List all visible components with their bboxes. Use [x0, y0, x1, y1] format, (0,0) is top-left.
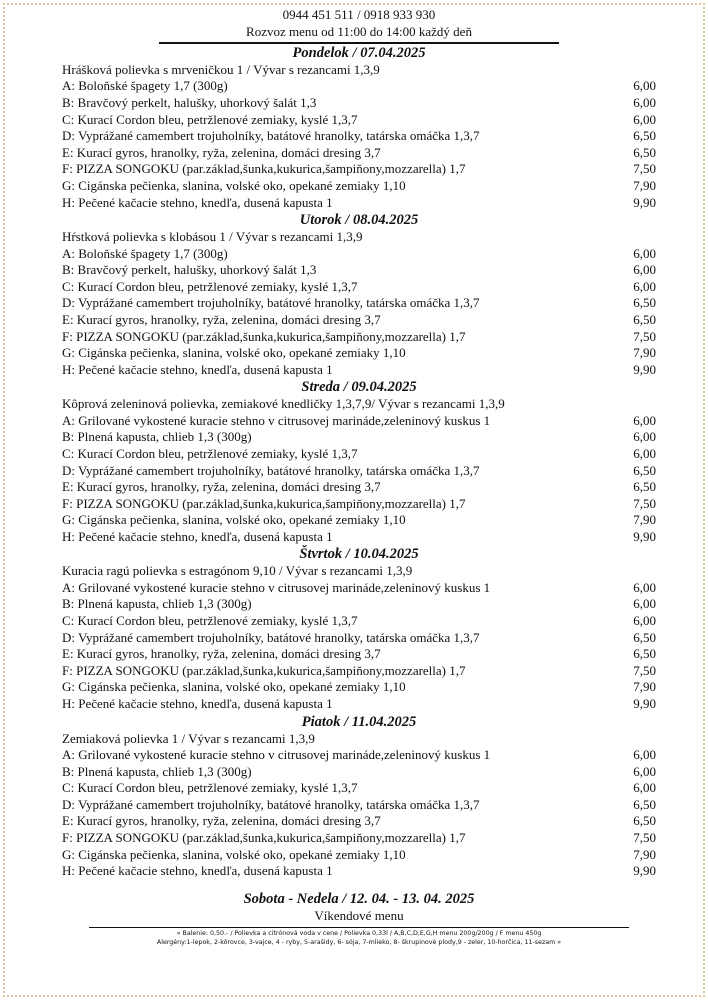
menu-item-name: B: Plnená kapusta, chlieb 1,3 (300g): [62, 429, 252, 445]
menu-item: [62, 145, 656, 162]
menu-item: [62, 764, 656, 781]
soup-line: Hŕstková polievka s klobásou 1 / Vývar s rezancami 1,3,9: [62, 229, 363, 245]
menu-item: [62, 596, 656, 613]
menu-item-price: 7,90: [633, 846, 656, 862]
menu-item-price: 6,50: [633, 646, 656, 662]
menu-page: [62, 6, 656, 1000]
menu-item-price: 6,50: [633, 813, 656, 829]
menu-item-price: 6,00: [633, 278, 656, 294]
phone-numbers: 0944 451 511 / 0918 933 930: [282, 7, 436, 22]
menu-item: [62, 78, 656, 95]
menu-item: [62, 847, 656, 864]
menu-item: [62, 630, 656, 647]
menu-item-price: 6,50: [633, 128, 656, 144]
menu-item: [62, 345, 656, 362]
menu-item-price: 6,50: [633, 144, 656, 160]
menu-item-price: 9,90: [633, 361, 656, 377]
day-title: Piatok / 11.04.2025: [301, 713, 417, 730]
menu-item-price: 6,00: [633, 596, 656, 612]
menu-item-name: B: Plnená kapusta, chlieb 1,3 (300g): [62, 596, 252, 612]
menu-item-price: 7,50: [633, 161, 656, 177]
soup-line: Kuracia ragú polievka s estragónom 9,10 / Vývar s rezancami 1,3,9: [62, 563, 413, 579]
menu-item-price: 6,50: [633, 479, 656, 495]
menu-item-name: A: Grilované vykostené kuracie stehno v citrusovej marináde,zeleninový kuskus 1: [62, 412, 491, 428]
menu-item: [62, 413, 656, 430]
day-section: [62, 212, 656, 378]
menu-item-price: 9,90: [633, 696, 656, 712]
menu-item-name: G: Cigánska pečienka, slanina, volské oko, opekané zemiaky 1,10: [62, 846, 406, 862]
menu-item: [62, 178, 656, 195]
menu-item-name: B: Bravčový perkelt, halušky, uhorkový šalát 1,3: [62, 262, 317, 278]
menu-item-name: G: Cigánska pečienka, slanina, volské oko, opekané zemiaky 1,10: [62, 345, 406, 361]
menu-item-price: 9,90: [633, 863, 656, 879]
menu-item: [62, 529, 656, 546]
menu-item-name: A: Grilované vykostené kuracie stehno v citrusovej marináde,zeleninový kuskus 1: [62, 579, 491, 595]
weekend-subtitle: Víkendové menu: [314, 907, 404, 923]
menu-item-name: C: Kurací Cordon bleu, petržlenové zemiaky, kyslé 1,3,7: [62, 445, 358, 461]
menu-item: [62, 813, 656, 830]
menu-item: [62, 195, 656, 212]
menu-item: [62, 613, 656, 630]
menu-item: [62, 830, 656, 847]
menu-item-name: B: Bravčový perkelt, halušky, uhorkový šalát 1,3: [62, 95, 317, 110]
menu-item-name: D: Vyprážané camembert trojuholníky, batátové hranolky, tatárska omáčka 1,3,7: [62, 128, 480, 144]
menu-item-name: A: Boloňské špagety 1,7 (300g): [62, 78, 228, 94]
day-title: Streda / 09.04.2025: [301, 379, 417, 396]
menu-item-name: D: Vyprážané camembert trojuholníky, batátové hranolky, tatárska omáčka 1,3,7: [62, 629, 480, 645]
menu-item: [62, 312, 656, 329]
menu-item: [62, 161, 656, 178]
menu-item-name: H: Pečené kačacie stehno, knedľa, dusená kapusta 1: [62, 863, 333, 879]
menu-item: [62, 246, 656, 263]
menu-item: [62, 329, 656, 346]
menu-item-name: F: PIZZA SONGOKU (par.základ,šunka,kukurica,šampiňony,mozzarella) 1,7: [62, 328, 466, 344]
menu-item-price: 7,50: [633, 495, 656, 511]
menu-item-price: 6,00: [633, 579, 656, 595]
menu-item-name: E: Kurací gyros, hranolky, ryža, zelenina, domáci dresing 3,7: [62, 813, 381, 829]
menu-item-price: 6,00: [633, 445, 656, 461]
menu-item-name: H: Pečené kačacie stehno, knedľa, dusená kapusta 1: [62, 194, 333, 210]
menu-item-price: 6,50: [633, 629, 656, 645]
menu-item: [62, 362, 656, 379]
menu-item-price: 7,90: [633, 177, 656, 193]
menu-item-name: G: Cigánska pečienka, slanina, volské oko, opekané zemiaky 1,10: [62, 177, 406, 193]
day-section: [62, 45, 656, 211]
day-section: [62, 714, 656, 880]
header-divider: [159, 42, 559, 44]
menu-item-name: C: Kurací Cordon bleu, petržlenové zemiaky, kyslé 1,3,7: [62, 613, 358, 629]
menu-item: [62, 747, 656, 764]
daily-menus: [62, 45, 656, 880]
menu-item-price: 6,00: [633, 95, 656, 110]
menu-item-price: 6,00: [633, 747, 656, 763]
menu-item-price: 7,50: [633, 662, 656, 678]
menu-item-price: 7,50: [633, 328, 656, 344]
footnote-packaging: « Balenie: 0,50.- / Polievka a citrónová voda v cene / Polievka 0,33l / A,B,C,D,E,G,H menu 200g/200g / F menu 450g: [89, 927, 629, 938]
menu-item: [62, 496, 656, 513]
menu-item-name: E: Kurací gyros, hranolky, ryža, zelenina, domáci dresing 3,7: [62, 479, 381, 495]
menu-item-name: H: Pečené kačacie stehno, knedľa, dusená kapusta 1: [62, 696, 333, 712]
menu-item-name: F: PIZZA SONGOKU (par.základ,šunka,kukurica,šampiňony,mozzarella) 1,7: [62, 830, 466, 845]
menu-item-price: 9,90: [633, 194, 656, 210]
menu-item: [62, 863, 656, 880]
menu-item-name: A: Boloňské špagety 1,7 (300g): [62, 245, 228, 261]
menu-item: [62, 512, 656, 529]
menu-item: [62, 797, 656, 814]
menu-item-price: 6,00: [633, 111, 656, 127]
menu-item-price: 6,00: [633, 262, 656, 278]
menu-item-name: F: PIZZA SONGOKU (par.základ,šunka,kukurica,šampiňony,mozzarella) 1,7: [62, 495, 466, 511]
menu-item: [62, 95, 656, 112]
menu-item: [62, 580, 656, 597]
menu-item-name: C: Kurací Cordon bleu, petržlenové zemiaky, kyslé 1,3,7: [62, 780, 358, 796]
menu-item-price: 6,50: [633, 295, 656, 311]
header: [62, 6, 656, 40]
soup-line: Hrášková polievka s mrveničkou 1 / Vývar s rezancami 1,3,9: [62, 62, 380, 77]
menu-item-price: 6,00: [633, 613, 656, 629]
menu-item-name: C: Kurací Cordon bleu, petržlenové zemiaky, kyslé 1,3,7: [62, 111, 358, 127]
day-title: Pondelok / 07.04.2025: [292, 45, 426, 61]
day-section: [62, 379, 656, 545]
menu-item: [62, 479, 656, 496]
weekend-title: Sobota - Nedela / 12. 04. - 13. 04. 2025: [243, 890, 475, 907]
menu-item: [62, 679, 656, 696]
menu-item: [62, 780, 656, 797]
menu-item-name: C: Kurací Cordon bleu, petržlenové zemiaky, kyslé 1,3,7: [62, 278, 358, 294]
menu-item-price: 7,90: [633, 512, 656, 528]
menu-item-name: E: Kurací gyros, hranolky, ryža, zelenina, domáci dresing 3,7: [62, 646, 381, 662]
menu-item-price: 6,00: [633, 245, 656, 261]
menu-item-name: G: Cigánska pečienka, slanina, volské oko, opekané zemiaky 1,10: [62, 512, 406, 528]
day-title: Štvrtok / 10.04.2025: [299, 546, 419, 563]
menu-item-name: F: PIZZA SONGOKU (par.základ,šunka,kukurica,šampiňony,mozzarella) 1,7: [62, 662, 466, 678]
menu-item-price: 6,00: [633, 429, 656, 445]
menu-item-name: D: Vyprážané camembert trojuholníky, batátové hranolky, tatárska omáčka 1,3,7: [62, 295, 480, 311]
soup-line: Zemiaková polievka 1 / Vývar s rezancami 1,3,9: [62, 730, 315, 746]
day-section: [62, 546, 656, 712]
menu-item: [62, 463, 656, 480]
soup-line: Kôprová zeleninová polievka, zemiakové knedličky 1,3,7,9/ Vývar s rezancami 1,3,9: [62, 396, 505, 412]
menu-item: [62, 112, 656, 129]
menu-item-price: 6,50: [633, 462, 656, 478]
menu-item-name: F: PIZZA SONGOKU (par.základ,šunka,kukurica,šampiňony,mozzarella) 1,7: [62, 161, 466, 177]
menu-item: [62, 262, 656, 279]
menu-item: [62, 646, 656, 663]
menu-item: [62, 696, 656, 713]
menu-item-name: E: Kurací gyros, hranolky, ryža, zelenina, domáci dresing 3,7: [62, 311, 381, 327]
menu-item-price: 9,90: [633, 528, 656, 544]
menu-item-price: 6,00: [633, 780, 656, 796]
menu-item-price: 6,00: [633, 763, 656, 779]
menu-item: [62, 279, 656, 296]
delivery-info: Rozvoz menu od 11:00 do 14:00 každý deň: [246, 24, 472, 39]
menu-item: [62, 429, 656, 446]
menu-item-price: 6,00: [633, 412, 656, 428]
menu-item-name: B: Plnená kapusta, chlieb 1,3 (300g): [62, 763, 252, 779]
menu-item-price: 6,50: [633, 796, 656, 812]
menu-item: [62, 446, 656, 463]
menu-item-name: A: Grilované vykostené kuracie stehno v citrusovej marináde,zeleninový kuskus 1: [62, 747, 491, 763]
menu-item: [62, 663, 656, 680]
menu-item: [62, 128, 656, 145]
day-title: Utorok / 08.04.2025: [299, 212, 419, 229]
menu-item-price: 7,90: [633, 679, 656, 695]
menu-item-price: 7,50: [633, 830, 656, 845]
menu-item: [62, 295, 656, 312]
menu-item-price: 6,00: [633, 78, 656, 94]
menu-item-price: 7,90: [633, 345, 656, 361]
menu-item-name: D: Vyprážané camembert trojuholníky, batátové hranolky, tatárska omáčka 1,3,7: [62, 462, 480, 478]
menu-item-name: H: Pečené kačacie stehno, knedľa, dusená kapusta 1: [62, 361, 333, 377]
menu-item-price: 6,50: [633, 311, 656, 327]
menu-item-name: G: Cigánska pečienka, slanina, volské oko, opekané zemiaky 1,10: [62, 679, 406, 695]
menu-item-name: E: Kurací gyros, hranolky, ryža, zelenina, domáci dresing 3,7: [62, 144, 381, 160]
menu-item-name: D: Vyprážané camembert trojuholníky, batátové hranolky, tatárska omáčka 1,3,7: [62, 796, 480, 812]
menu-item-name: H: Pečené kačacie stehno, knedľa, dusená kapusta 1: [62, 528, 333, 544]
footnote-allergens: Alergény:1-lepok, 2-kôrovce, 3-vajce, 4 - ryby, 5-arašidy, 6- sója, 7-mlieko, 8- škrupinové plody,9 - zeler, 10-horčica, 11-sezam »: [156, 938, 562, 946]
